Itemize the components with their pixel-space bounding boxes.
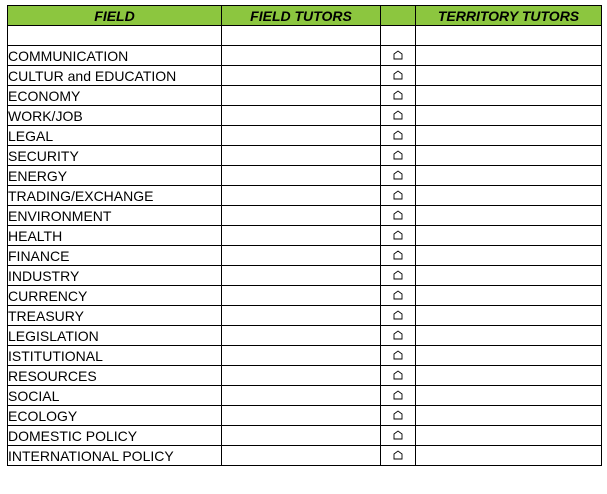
checkbox-icon[interactable] [393, 250, 403, 260]
table-row [8, 246, 602, 266]
checkbox-cell[interactable] [381, 386, 416, 406]
checkbox-icon[interactable] [393, 110, 403, 120]
table-row [8, 346, 602, 366]
field-tutor-cell[interactable] [222, 386, 381, 406]
field-tutor-cell[interactable] [222, 246, 381, 266]
territory-tutor-cell[interactable] [416, 366, 602, 386]
territory-tutor-cell[interactable] [416, 426, 602, 446]
field-name-cell: LEGISLATION [8, 326, 222, 346]
checkbox-cell[interactable] [381, 146, 416, 166]
table-row [8, 426, 602, 446]
checkbox-cell[interactable] [381, 46, 416, 66]
field-tutor-cell[interactable] [222, 206, 381, 226]
field-name-cell: INTERNATIONAL POLICY [8, 446, 222, 466]
checkbox-icon[interactable] [393, 290, 403, 300]
field-name-cell: ENVIRONMENT [8, 206, 222, 226]
field-tutor-cell[interactable] [222, 46, 381, 66]
checkbox-cell[interactable] [381, 406, 416, 426]
territory-tutor-cell[interactable] [416, 206, 602, 226]
field-name-cell: TREASURY [8, 306, 222, 326]
checkbox-icon[interactable] [393, 70, 403, 80]
checkbox-cell[interactable] [381, 186, 416, 206]
header-field-tutors: FIELD TUTORS [222, 6, 381, 26]
checkbox-icon[interactable] [393, 50, 403, 60]
header-row [8, 6, 602, 26]
checkbox-icon[interactable] [393, 270, 403, 280]
territory-tutor-cell[interactable] [416, 226, 602, 246]
field-name-cell: INDUSTRY [8, 266, 222, 286]
checkbox-cell[interactable] [381, 66, 416, 86]
field-tutor-cell[interactable] [222, 346, 381, 366]
checkbox-icon[interactable] [393, 190, 403, 200]
checkbox-icon[interactable] [393, 450, 403, 460]
field-name-cell: ISTITUTIONAL [8, 346, 222, 366]
checkbox-cell[interactable] [381, 366, 416, 386]
table-row [8, 186, 602, 206]
field-tutor-cell[interactable] [222, 86, 381, 106]
field-name-cell: TRADING/EXCHANGE [8, 186, 222, 206]
checkbox-icon[interactable] [393, 310, 403, 320]
table-row [8, 126, 602, 146]
table-row [8, 86, 602, 106]
table-row [8, 406, 602, 426]
checkbox-icon[interactable] [393, 410, 403, 420]
checkbox-cell[interactable] [381, 286, 416, 306]
field-name-cell: CULTUR and EDUCATION [8, 66, 222, 86]
blank-cell [416, 26, 602, 46]
field-name-cell: HEALTH [8, 226, 222, 246]
field-tutor-cell[interactable] [222, 286, 381, 306]
checkbox-icon[interactable] [393, 430, 403, 440]
table-row [8, 46, 602, 66]
field-name-cell: LEGAL [8, 126, 222, 146]
table-row [8, 286, 602, 306]
territory-tutor-cell[interactable] [416, 146, 602, 166]
field-tutors-table [7, 5, 602, 466]
header-territory-tutors: TERRITORY TUTORS [416, 6, 602, 26]
checkbox-cell[interactable] [381, 266, 416, 286]
territory-tutor-cell[interactable] [416, 446, 602, 466]
blank-cell [222, 26, 381, 46]
checkbox-cell[interactable] [381, 426, 416, 446]
blank-row [8, 26, 602, 46]
checkbox-cell[interactable] [381, 166, 416, 186]
table-row [8, 446, 602, 466]
field-tutor-cell[interactable] [222, 366, 381, 386]
checkbox-icon[interactable] [393, 210, 403, 220]
territory-tutor-cell[interactable] [416, 266, 602, 286]
field-tutor-cell[interactable] [222, 106, 381, 126]
field-tutor-cell[interactable] [222, 266, 381, 286]
field-name-cell: SOCIAL [8, 386, 222, 406]
checkbox-icon[interactable] [393, 170, 403, 180]
field-tutor-cell[interactable] [222, 126, 381, 146]
checkbox-cell[interactable] [381, 326, 416, 346]
checkbox-icon[interactable] [393, 230, 403, 240]
territory-tutor-cell[interactable] [416, 126, 602, 146]
field-name-cell: CURRENCY [8, 286, 222, 306]
table-row [8, 326, 602, 346]
field-tutor-cell[interactable] [222, 426, 381, 446]
checkbox-cell[interactable] [381, 246, 416, 266]
field-name-cell: WORK/JOB [8, 106, 222, 126]
territory-tutor-cell[interactable] [416, 246, 602, 266]
field-tutor-cell[interactable] [222, 166, 381, 186]
table-row [8, 366, 602, 386]
table-row [8, 226, 602, 246]
checkbox-cell[interactable] [381, 306, 416, 326]
checkbox-cell[interactable] [381, 206, 416, 226]
field-tutor-cell[interactable] [222, 146, 381, 166]
checkbox-cell[interactable] [381, 106, 416, 126]
territory-tutor-cell[interactable] [416, 86, 602, 106]
field-tutor-cell[interactable] [222, 306, 381, 326]
checkbox-icon[interactable] [393, 90, 403, 100]
blank-cell [381, 26, 416, 46]
field-name-cell: ECONOMY [8, 86, 222, 106]
territory-tutor-cell[interactable] [416, 106, 602, 126]
table-row [8, 206, 602, 226]
field-name-cell: ENERGY [8, 166, 222, 186]
table-row [8, 386, 602, 406]
checkbox-cell[interactable] [381, 346, 416, 366]
checkbox-icon[interactable] [393, 330, 403, 340]
territory-tutor-cell[interactable] [416, 286, 602, 306]
checkbox-icon[interactable] [393, 350, 403, 360]
territory-tutor-cell[interactable] [416, 186, 602, 206]
field-tutor-cell[interactable] [222, 406, 381, 426]
field-tutor-cell[interactable] [222, 66, 381, 86]
table-row [8, 306, 602, 326]
checkbox-cell[interactable] [381, 86, 416, 106]
checkbox-cell[interactable] [381, 126, 416, 146]
table-row [8, 106, 602, 126]
territory-tutor-cell[interactable] [416, 66, 602, 86]
header-checkbox-column [381, 6, 416, 26]
table-row [8, 166, 602, 186]
field-name-cell: FINANCE [8, 246, 222, 266]
table-row [8, 266, 602, 286]
checkbox-icon[interactable] [393, 370, 403, 380]
checkbox-icon[interactable] [393, 390, 403, 400]
table-row [8, 66, 602, 86]
territory-tutor-cell[interactable] [416, 46, 602, 66]
field-name-cell: COMMUNICATION [8, 46, 222, 66]
territory-tutor-cell[interactable] [416, 326, 602, 346]
territory-tutor-cell[interactable] [416, 166, 602, 186]
table-row [8, 146, 602, 166]
field-name-cell: RESOURCES [8, 366, 222, 386]
territory-tutor-cell[interactable] [416, 346, 602, 366]
territory-tutor-cell[interactable] [416, 386, 602, 406]
field-tutor-cell[interactable] [222, 446, 381, 466]
checkbox-icon[interactable] [393, 130, 403, 140]
field-name-cell: ECOLOGY [8, 406, 222, 426]
territory-tutor-cell[interactable] [416, 406, 602, 426]
field-tutor-cell[interactable] [222, 226, 381, 246]
territory-tutor-cell[interactable] [416, 306, 602, 326]
header-field: FIELD [8, 6, 222, 26]
field-tutor-cell[interactable] [222, 326, 381, 346]
checkbox-icon[interactable] [393, 150, 403, 160]
checkbox-cell[interactable] [381, 226, 416, 246]
field-tutor-cell[interactable] [222, 186, 381, 206]
field-name-cell: SECURITY [8, 146, 222, 166]
checkbox-cell[interactable] [381, 446, 416, 466]
field-name-cell: DOMESTIC POLICY [8, 426, 222, 446]
blank-cell [8, 26, 222, 46]
